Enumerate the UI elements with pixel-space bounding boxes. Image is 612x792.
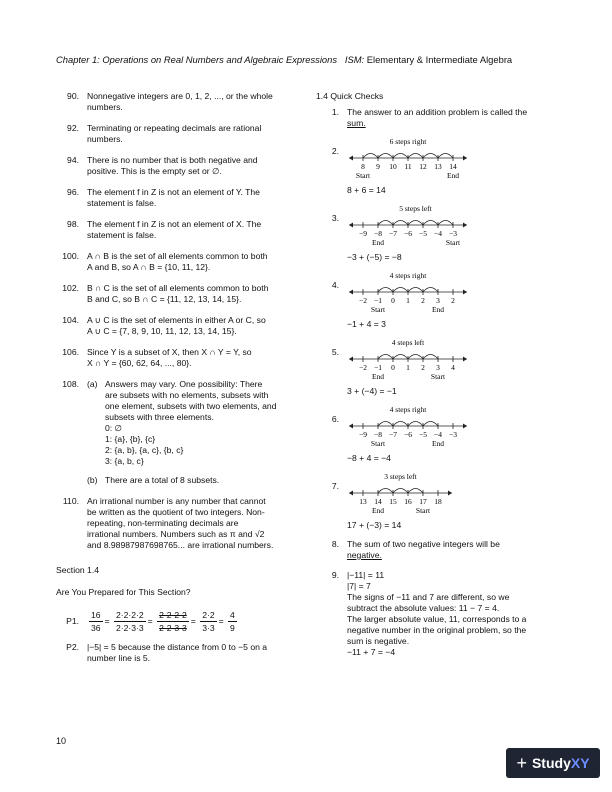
tick-label: 3	[436, 363, 440, 372]
tick-label: −7	[389, 430, 397, 439]
step-arc	[438, 154, 453, 159]
right-column	[316, 91, 560, 658]
arrow-right-icon	[463, 357, 467, 362]
check-6: 6. −9 −8 −7 −6 −5 −4 −3 4 steps right Start End −8 + 4 = −4	[316, 404, 560, 464]
step-arc	[393, 422, 408, 427]
tick-label: −1	[374, 363, 382, 372]
page-header: Chapter 1: Operations on Real Numbers and Algebraic Expressions ISM: Elementary & Intermediate Algebra	[56, 54, 513, 65]
equation: 17 + (−3) = 14	[347, 520, 402, 530]
steps-label: 4 steps right	[389, 271, 427, 280]
tick-label: 11	[404, 162, 412, 171]
check-9: 9. |−11| = 11 |7| = 7 The signs of −11 and 7 are different, so we subtract the absolute values: 11 − 7 = 4. The larger absolute value, 11, corresponds to a negative number in the original problem, so the sum is negative. −11 + 7 = −4	[331, 570, 527, 657]
steps-label: 4 steps left	[391, 338, 425, 347]
arrow-left-icon	[349, 424, 353, 429]
number-line	[347, 337, 487, 383]
tick-label: −7	[389, 229, 397, 238]
equation: 8 + 6 = 14	[347, 185, 386, 195]
check-5: 5. −2 −1 0 1 2 3 4 4 steps left Start End 3 + (−4) = −1	[316, 337, 560, 397]
tick-label: 10	[389, 162, 397, 171]
tick-label: −4	[434, 229, 442, 238]
number-line	[347, 471, 487, 517]
tick-label: 17	[419, 497, 427, 506]
tick-label: −9	[359, 229, 367, 238]
step-arc	[423, 355, 438, 360]
check-3: 3. −9 −8 −7 −6 −5 −4 −3 5 steps left Start End −3 + (−5) = −8	[316, 203, 560, 263]
left-column	[56, 91, 308, 664]
tick-label: −4	[434, 430, 442, 439]
tick-label: −5	[419, 430, 427, 439]
tick-label: 2	[451, 296, 455, 305]
exercise-102: 102. B ∩ C is the set of all elements common to both B and C, so B ∩ C = {11, 12, 13, 14, 15}.	[62, 283, 269, 304]
number-line-problems	[316, 136, 560, 531]
arrow-right-icon	[448, 491, 452, 496]
step-arc	[423, 154, 438, 159]
tick-label: −9	[359, 430, 367, 439]
exercise-94: 94. There is no number that is both negative and positive. This is the empty set or ∅.	[67, 155, 258, 176]
arrow-left-icon	[349, 491, 353, 496]
check-8: 8. The sum of two negative integers will be negative.	[331, 539, 500, 560]
page-number: 10	[56, 736, 67, 746]
end-label: End	[371, 238, 385, 247]
studyxy-logo[interactable]: + Study XY	[506, 748, 600, 778]
tick-label: 16	[404, 497, 412, 506]
tick-label: 12	[419, 162, 427, 171]
tick-label: −8	[374, 430, 382, 439]
check-1: 1. The answer to an addition problem is called the sum.	[331, 107, 528, 128]
tick-label: 8	[361, 162, 365, 171]
tick-label: 1	[406, 363, 410, 372]
step-arc	[423, 288, 438, 293]
step-arc	[408, 489, 423, 494]
plus-icon: +	[516, 752, 527, 773]
equation: −3 + (−5) = −8	[347, 252, 402, 262]
quick-checks-title: 1.4 Quick Checks	[316, 91, 384, 101]
tick-label: 15	[389, 497, 397, 506]
equation: −1 + 4 = 3	[347, 319, 386, 329]
prepared-heading: Are You Prepared for This Section?	[56, 587, 191, 597]
tick-label: −1	[374, 296, 382, 305]
start-label: Start	[430, 372, 446, 381]
tick-label: 18	[434, 497, 442, 506]
tick-label: 2	[421, 296, 425, 305]
steps-label: 6 steps right	[389, 137, 427, 146]
arrow-right-icon	[463, 223, 467, 228]
steps-label: 5 steps left	[399, 204, 432, 213]
tick-label: 3	[436, 296, 440, 305]
tick-label: −2	[359, 296, 367, 305]
tick-label: −8	[374, 229, 382, 238]
equation: −8 + 4 = −4	[347, 453, 391, 463]
step-arc	[408, 355, 423, 360]
number-line	[347, 404, 487, 450]
steps-label: 4 steps right	[389, 405, 427, 414]
step-arc	[423, 221, 438, 226]
number-line	[347, 270, 487, 316]
header-chapter: Chapter 1: Operations on Real Numbers and Algebraic Expressions	[56, 54, 338, 65]
tick-label: −6	[404, 229, 412, 238]
start-label: Start	[370, 305, 386, 314]
step-arc	[363, 154, 378, 159]
exercise-106: 106. Since Y is a subset of X, then X ∩ Y = Y, so X ∩ Y = {60, 62, 64, ..., 80}.	[62, 347, 252, 368]
steps-label: 3 steps left	[384, 472, 417, 481]
exercise-96: 96. The element f in Z is not an element of Y. The statement is false.	[67, 187, 260, 208]
header-book: Elementary & Intermediate Algebra	[364, 54, 513, 65]
exercise-104: 104. A ∪ C is the set of elements in either A or C, so A ∪ C = {7, 8, 9, 10, 11, 12, 13, 14, 15}.	[62, 315, 266, 336]
step-arc	[378, 154, 393, 159]
problem-p2: P2. |−5| = 5 because the distance from 0 to −5 on a number line is 5.	[66, 642, 268, 663]
step-arc	[378, 355, 393, 360]
start-label: Start	[370, 439, 386, 448]
start-label: Start	[415, 506, 431, 515]
tick-label: 4	[451, 363, 455, 372]
fraction-equation: $\frac{16}{36}$ = $\frac{2\cdot 2\cdot 2\cdot 2}{2\cdot 2\cdot 3\cdot 3}$ = $\frac{2\cdot 2\cdot 2\cdot 2}{2\cdot 2\cdot 3\cdot 3}$ = $\frac{2\cdot 2}{3\cdot 3}$ = $\frac{4}{9}$	[91, 610, 235, 633]
tick-label: 13	[359, 497, 367, 506]
tick-label: 14	[449, 162, 457, 171]
step-arc	[408, 288, 423, 293]
arrow-left-icon	[349, 223, 353, 228]
end-label: End	[431, 439, 445, 448]
step-arc	[393, 288, 408, 293]
arrow-right-icon	[463, 290, 467, 295]
step-arc	[393, 221, 408, 226]
step-arc	[378, 221, 393, 226]
step-arc	[408, 221, 423, 226]
part-b: (b) There are a total of 8 subsets.	[87, 475, 220, 485]
exercise-90: 90. Nonnegative integers are 0, 1, 2, ..., or the whole numbers.	[67, 91, 273, 112]
step-arc	[438, 221, 453, 226]
section-heading: Section 1.4	[56, 565, 99, 575]
tick-label: −3	[449, 430, 457, 439]
problem-p1: P1. $\frac{16}{36}$ = $\frac{2\cdot 2\cdot 2\cdot 2}{2\cdot 2\cdot 3\cdot 3}$ = $\frac{2\cdot 2\cdot 2\cdot 2}{2\cdot 2\cdot 3\cdot 3}$ = $\frac{2\cdot 2}{3\cdot 3}$ = $\frac{4}{9}$	[56, 609, 308, 634]
part-a: (a) Answers may vary. One possibility: There are subsets with no elements, subsets with one element, subsets with two elements, and subsets with three elements. 0: ∅ 1: {a}, {b}, {c} 2: {a, b}, {a, c}, {b, c} 3: {a, b, c}	[87, 379, 277, 466]
end-label: End	[371, 372, 385, 381]
tick-label: 14	[374, 497, 382, 506]
tick-label: −5	[419, 229, 427, 238]
step-arc	[378, 422, 393, 427]
tick-label: 0	[391, 296, 395, 305]
exercise-100: 100. A ∩ B is the set of all elements common to both A and B, so A ∩ B = {10, 11, 12}.	[62, 251, 268, 272]
arrow-left-icon	[349, 156, 353, 161]
tick-label: 0	[391, 363, 395, 372]
step-arc	[393, 489, 408, 494]
exercise-108: 108. (a) Answers may vary. One possibility: There are subsets with no elements, subsets with one element, subsets with two elements, and subsets with three elements. 0: ∅ 1: {a}, {b}, {c} 2: {a, b}, {a, c}, {b, c} 3: {a, b, c} (b) There are a total of 8 subsets.	[56, 379, 308, 486]
check-2: 2. 8 9 10 11 12 13 14 6 steps right Start End 8 + 6 = 14	[316, 136, 560, 196]
equation: 3 + (−4) = −1	[347, 386, 397, 396]
tick-label: 13	[434, 162, 442, 171]
start-label: Start	[445, 238, 461, 247]
end-label: End	[431, 305, 445, 314]
exercise-98: 98. The element f in Z is not an element of X. The statement is false.	[67, 219, 262, 240]
tick-label: −3	[449, 229, 457, 238]
step-arc	[423, 422, 438, 427]
tick-label: 2	[421, 363, 425, 372]
arrow-right-icon	[463, 156, 467, 161]
end-label: End	[446, 171, 460, 180]
number-line	[347, 136, 487, 182]
exercise-92: 92. Terminating or repeating decimals are rational numbers.	[67, 123, 262, 144]
number-line	[347, 203, 487, 249]
tick-label: 9	[376, 162, 380, 171]
step-arc	[378, 288, 393, 293]
step-arc	[408, 422, 423, 427]
step-arc	[378, 489, 393, 494]
tick-label: 1	[406, 296, 410, 305]
step-arc	[393, 355, 408, 360]
check-4: 4. −2 −1 0 1 2 3 2 4 steps right Start End −1 + 4 = 3	[316, 270, 560, 330]
arrow-left-icon	[349, 290, 353, 295]
step-arc	[393, 154, 408, 159]
exercise-110: 110. An irrational number is any number that cannot be written as the quotient of two integers. Non- repeating, non-terminating decimals are irrational numbers. Numbers such as π and √2 and 8.98987987698765... are irrational numbers.	[62, 496, 274, 550]
step-arc	[408, 154, 423, 159]
end-label: End	[371, 506, 385, 515]
start-label: Start	[355, 171, 371, 180]
tick-label: −2	[359, 363, 367, 372]
check-7: 7. 13 14 15 16 17 18 3 steps left Start End 17 + (−3) = 14	[316, 471, 560, 531]
tick-label: −6	[404, 430, 412, 439]
arrow-left-icon	[349, 357, 353, 362]
arrow-right-icon	[463, 424, 467, 429]
